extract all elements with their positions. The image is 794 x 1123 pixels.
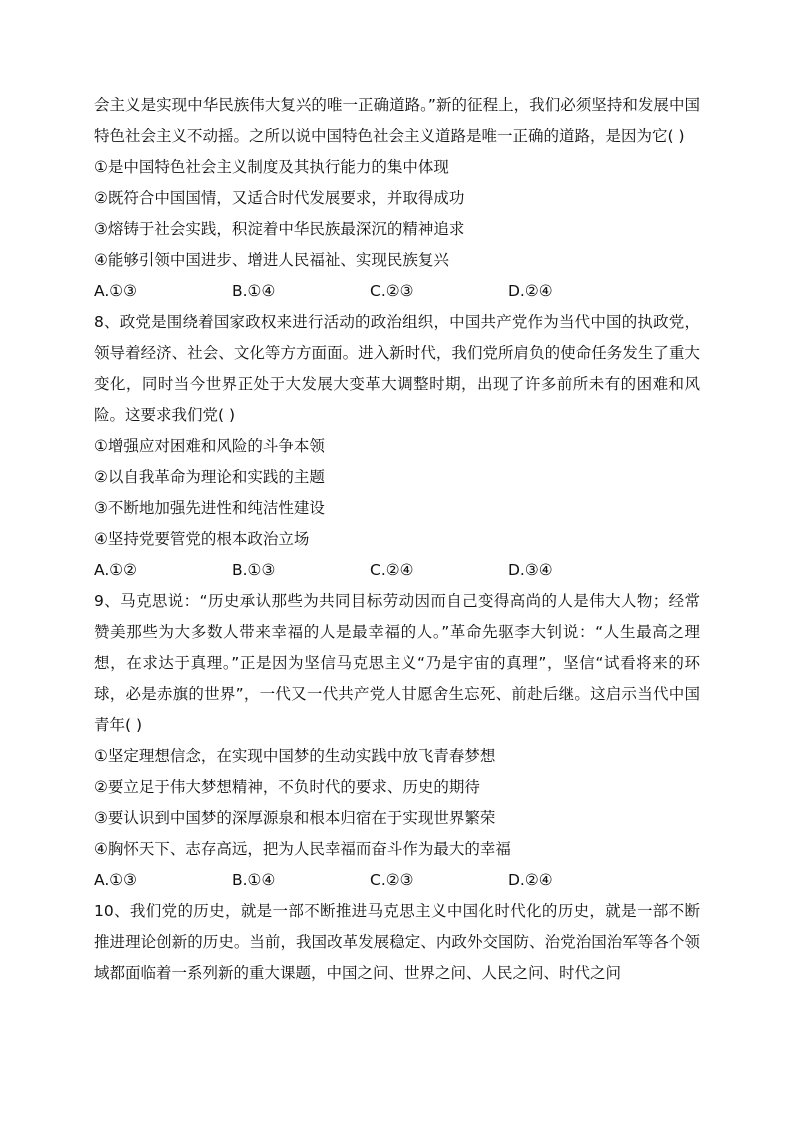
question-10 <box>94 896 700 989</box>
question-8-options <box>94 555 700 586</box>
question-9-stem: 9、马克思说：“历史承认那些为共同目标劳动因而自己变得高尚的人是伟大人物；经常赞美那些为大多数人带来幸福的人是最幸福的人。”革命先驱李大钊说：“人生最高之理想，在求达于真理。”正是因为坚信马克思主义“乃是宇宙的真理”，坚信“试看将来的环球，必是赤旗的世界”，一代又一代共产党人甘愿舍生忘死、前赴后继。这启示当代中国青年( ) <box>94 592 700 734</box>
question-7-stem: 会主义是实现中华民族伟大复兴的唯一正确道路。”新的征程上，我们必须坚持和发展中国特色社会主义不动摇。之所以说中国特色社会主义道路是唯一正确的道路，是因为它( ) <box>94 96 700 145</box>
question-8-option-d[interactable]: D.③④ <box>508 561 553 579</box>
question-9-option-d[interactable]: D.②④ <box>508 871 553 889</box>
question-9-statement-2: ②要立足于伟大梦想精神，不负时代的要求、历史的期待 <box>94 778 480 796</box>
question-8 <box>94 307 700 586</box>
question-7-statement-4: ④能够引领中国进步、增进人民福祉、实现民族复兴 <box>94 251 449 269</box>
question-7-option-a[interactable]: A.①③ <box>94 282 138 300</box>
question-8-option-c[interactable]: C.②④ <box>370 561 414 579</box>
question-9-statement-3: ③要认识到中国梦的深厚源泉和根本归宿在于实现世界繁荣 <box>94 809 496 827</box>
question-8-option-a[interactable]: A.①② <box>94 561 138 579</box>
question-7 <box>94 90 700 307</box>
question-10-stem: 10、我们党的历史，就是一部不断推进马克思主义中国化时代化的历史，就是一部不断推进理论创新的历史。当前，我国改革发展稳定、内政外交国防、治党治国治军等各个领域都面临着一系列新的重大课题，中国之问、世界之问、人民之问、时代之问 <box>94 902 700 982</box>
question-7-statement-1: ①是中国特色社会主义制度及其执行能力的集中体现 <box>94 158 449 176</box>
question-8-statement-3: ③不断地加强先进性和纯洁性建设 <box>94 499 325 517</box>
question-8-option-b[interactable]: B.①③ <box>232 561 276 579</box>
question-7-option-b[interactable]: B.①④ <box>232 282 276 300</box>
question-8-stem: 8、政党是围绕着国家政权来进行活动的政治组织，中国共产党作为当代中国的执政党，领导着经济、社会、文化等方方面面。进入新时代，我们党所肩负的使命任务发生了重大变化，同时当今世界正处于大发展大变革大调整时期，出现了许多前所未有的困难和风险。这要求我们党( ) <box>94 313 700 424</box>
question-9-options <box>94 865 700 896</box>
question-9-statement-1: ①坚定理想信念，在实现中国梦的生动实践中放飞青春梦想 <box>94 747 496 765</box>
question-7-options <box>94 276 700 307</box>
question-9 <box>94 586 700 896</box>
question-7-option-d[interactable]: D.②④ <box>508 282 553 300</box>
question-7-statement-2: ②既符合中国国情，又适合时代发展要求，并取得成功 <box>94 189 465 207</box>
question-8-statement-2: ②以自我革命为理论和实践的主题 <box>94 468 325 486</box>
question-8-statement-1: ①增强应对困难和风险的斗争本领 <box>94 437 325 455</box>
question-content <box>94 90 700 989</box>
question-7-statement-3: ③熔铸于社会实践，积淀着中华民族最深沉的精神追求 <box>94 220 465 238</box>
question-7-option-c[interactable]: C.②③ <box>370 282 414 300</box>
question-9-option-c[interactable]: C.②③ <box>370 871 414 889</box>
question-9-option-b[interactable]: B.①④ <box>232 871 276 889</box>
question-8-statement-4: ④坚持党要管党的根本政治立场 <box>94 530 310 548</box>
question-9-statement-4: ④胸怀天下、志存高远，把为人民幸福而奋斗作为最大的幸福 <box>94 840 511 858</box>
question-9-option-a[interactable]: A.①③ <box>94 871 138 889</box>
